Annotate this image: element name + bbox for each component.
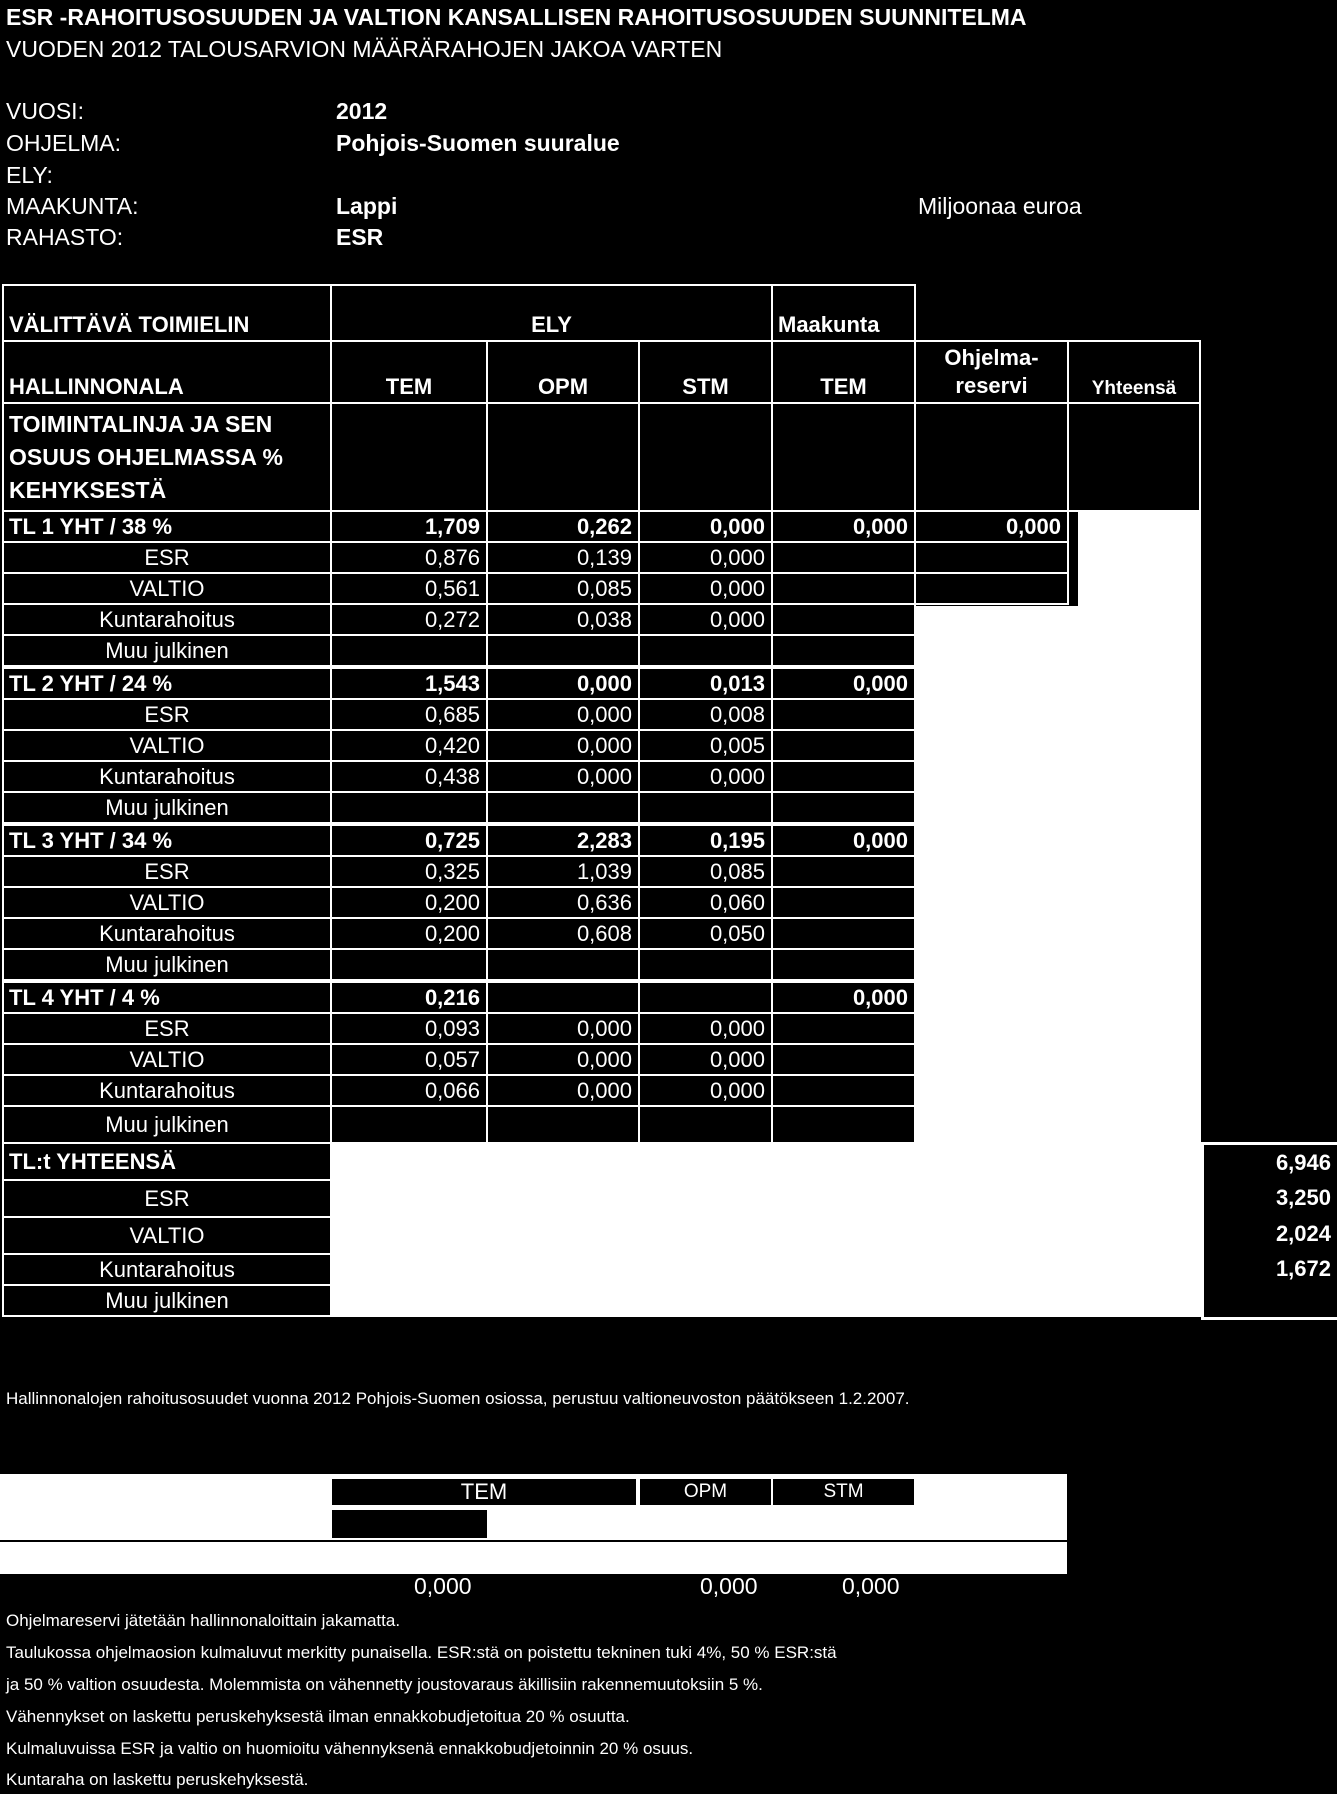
tl4-esr-opm: 0,000 xyxy=(486,1012,640,1045)
tl1-esr-tem: 0,876 xyxy=(330,541,488,574)
tl2-valtio-tem: 0,420 xyxy=(330,729,488,762)
empty-cell xyxy=(486,402,640,512)
header-region: Maakunta xyxy=(771,284,916,342)
empty-cell xyxy=(914,1043,1069,1076)
small-tem-header: TEM xyxy=(330,1477,638,1507)
tl2-muu-label: Muu julkinen xyxy=(2,791,332,824)
tl4-reserve: 0,000 xyxy=(914,981,1069,1014)
empty-cell xyxy=(771,791,916,824)
program-value: Pohjois-Suomen suuralue xyxy=(336,130,620,156)
tl4-esr-stm: 0,000 xyxy=(638,1012,773,1045)
empty-cell xyxy=(486,1105,640,1144)
tl3-muu-label: Muu julkinen xyxy=(2,948,332,981)
tl4-valtio-stm: 0,000 xyxy=(638,1043,773,1076)
empty-cell xyxy=(771,698,916,731)
program-label: OHJELMA: xyxy=(6,130,122,156)
empty-cell xyxy=(914,402,1069,512)
tl1-label: TL 1 YHT / 38 % xyxy=(2,510,332,543)
tl4-kunta-stm: 0,000 xyxy=(638,1074,773,1107)
empty-cell xyxy=(914,572,1069,605)
note-line-2: Taulukossa ohjelmaosion kulmaluvut merkitty punaisella. ESR:stä on poistettu tekninen tuki 4%, 50 % ESR:stä xyxy=(6,1643,837,1662)
empty-cell xyxy=(771,760,916,793)
tl2-stm: 0,013 xyxy=(638,667,773,700)
document-title: ESR -RAHOITUSOSUUDEN JA VALTION KANSALLISEN RAHOITUSOSUUDEN SUUNNITELMA xyxy=(6,4,1027,30)
empty-cell xyxy=(330,948,488,981)
tl1-opm: 0,262 xyxy=(486,510,640,543)
empty-cell xyxy=(638,948,773,981)
note-line-3: ja 50 % valtion osuudesta. Molemmista on vähennetty joustovaraus äkillisiin rakennemuutoksiin 5 %. xyxy=(6,1675,763,1694)
tl2-esr-tem: 0,685 xyxy=(330,698,488,731)
tl1-kunta-label: Kuntarahoitus xyxy=(2,603,332,636)
empty-cell xyxy=(771,886,916,919)
tl2-reserve: 0,000 xyxy=(914,667,1069,700)
header-ely: ELY xyxy=(330,284,773,342)
tl1-kunta-opm: 0,038 xyxy=(486,603,640,636)
tl3-esr-opm: 1,039 xyxy=(486,855,640,888)
tl1-reserve: 0,000 xyxy=(914,510,1069,543)
tl1-esr-opm: 0,139 xyxy=(486,541,640,574)
empty-cell xyxy=(771,917,916,950)
divider xyxy=(0,1574,1337,1576)
tl1-stm: 0,000 xyxy=(638,510,773,543)
tl3-esr-label: ESR xyxy=(2,855,332,888)
totals-esr-label: ESR xyxy=(2,1179,332,1218)
blank-area xyxy=(330,1144,1201,1317)
empty-cell xyxy=(486,981,640,1014)
note-line-4: Vähennykset on laskettu peruskehyksestä ilman ennakkobudjetoitua 20 % osuutta. xyxy=(6,1707,630,1726)
tl2-kunta-stm: 0,000 xyxy=(638,760,773,793)
empty-cell xyxy=(771,572,916,605)
empty-cell xyxy=(771,402,916,512)
empty-cell xyxy=(771,603,916,636)
tl3-reserve: 0,000 xyxy=(914,824,1069,857)
divider xyxy=(1067,1474,1069,1574)
empty-cell xyxy=(914,1012,1069,1045)
tl3-tem: 0,725 xyxy=(330,824,488,857)
small-black-cell xyxy=(332,1510,487,1538)
empty-cell xyxy=(771,948,916,981)
header-tem: TEM xyxy=(330,340,488,404)
tl1-kunta-tem: 0,272 xyxy=(330,603,488,636)
tl4-kunta-opm: 0,000 xyxy=(486,1074,640,1107)
header-opm: OPM xyxy=(486,340,640,404)
tl2-region-tem: 0,000 xyxy=(771,667,916,700)
tl3-esr-stm: 0,085 xyxy=(638,855,773,888)
tl3-valtio-opm: 0,636 xyxy=(486,886,640,919)
empty-cell xyxy=(330,634,488,667)
tl2-opm: 0,000 xyxy=(486,667,640,700)
tl2-kunta-tem: 0,438 xyxy=(330,760,488,793)
tl1-kunta-stm: 0,000 xyxy=(638,603,773,636)
tl3-region-tem: 0,000 xyxy=(771,824,916,857)
fund-value: ESR xyxy=(336,224,384,250)
tl3-opm: 2,283 xyxy=(486,824,640,857)
year-value: 2012 xyxy=(336,98,388,124)
tl3-kunta-label: Kuntarahoitus xyxy=(2,917,332,950)
totals-valtio-label: VALTIO xyxy=(2,1216,332,1255)
empty-cell xyxy=(771,1043,916,1076)
header-priority-axis: TOIMINTALINJA JA SEN OSUUS OHJELMASSA % KEHYKSESTÄ xyxy=(2,402,332,512)
totals-value: 6,946 xyxy=(1275,1150,1331,1175)
tl3-kunta-stm: 0,050 xyxy=(638,917,773,950)
tl3-esr-tem: 0,325 xyxy=(330,855,488,888)
tl1-region-tem: 0,000 xyxy=(771,510,916,543)
year-label: VUOSI: xyxy=(6,98,84,124)
header-tem-region: TEM xyxy=(771,340,916,404)
tl3-stm: 0,195 xyxy=(638,824,773,857)
tl1-muu-label: Muu julkinen xyxy=(2,634,332,667)
basis-note: Hallinnonalojen rahoitusosuudet vuonna 2012 Pohjois-Suomen osiossa, perustuu valtioneuvoston päätökseen 1.2.2007. xyxy=(6,1389,910,1408)
totals-valtio-value: 2,024 xyxy=(1275,1221,1331,1246)
tl1-valtio-opm: 0,085 xyxy=(486,572,640,605)
tl4-muu-label: Muu julkinen xyxy=(2,1105,332,1144)
header-program-reserve: Ohjelma- reservi xyxy=(914,340,1069,404)
small-opm-value: 0,000 xyxy=(700,1573,758,1599)
empty-cell xyxy=(914,541,1069,574)
divider xyxy=(0,1540,1069,1542)
empty-cell xyxy=(771,855,916,888)
note-line-5: Kulmaluvuissa ESR ja valtio on huomioitu vähennyksenä ennakkobudjetoinnin 20 % osuus. xyxy=(6,1739,694,1758)
tl1-esr-label: ESR xyxy=(2,541,332,574)
totals-kunta-value: 1,672 xyxy=(1275,1256,1331,1281)
tl4-kunta-tem: 0,066 xyxy=(330,1074,488,1107)
tl2-esr-stm: 0,008 xyxy=(638,698,773,731)
note-line-6: Kuntaraha on laskettu peruskehyksestä. xyxy=(6,1770,309,1789)
tl3-kunta-opm: 0,608 xyxy=(486,917,640,950)
tl2-kunta-label: Kuntarahoitus xyxy=(2,760,332,793)
tl2-esr-label: ESR xyxy=(2,698,332,731)
tl3-label: TL 3 YHT / 34 % xyxy=(2,824,332,857)
empty-cell xyxy=(330,1105,488,1144)
empty-cell xyxy=(486,634,640,667)
empty-cell xyxy=(638,402,773,512)
tl4-esr-label: ESR xyxy=(2,1012,332,1045)
empty-cell xyxy=(771,1012,916,1045)
empty-cell xyxy=(914,886,1069,919)
tl1-esr-stm: 0,000 xyxy=(638,541,773,574)
small-stm-value: 0,000 xyxy=(842,1573,900,1599)
small-tem-value: 0,000 xyxy=(414,1573,472,1599)
empty-cell xyxy=(771,541,916,574)
ely-label: ELY: xyxy=(6,162,53,188)
empty-cell xyxy=(486,948,640,981)
totals-esr-value: 3,250 xyxy=(1275,1185,1331,1210)
region-value: Lappi xyxy=(336,193,398,219)
empty-cell xyxy=(638,791,773,824)
empty-cell xyxy=(1067,402,1201,512)
tl4-region-tem: 0,000 xyxy=(771,981,916,1014)
empty-cell xyxy=(638,634,773,667)
tl1-valtio-tem: 0,561 xyxy=(330,572,488,605)
empty-cell xyxy=(330,791,488,824)
totals-muu-label: Muu julkinen xyxy=(2,1284,332,1317)
tl2-tem: 1,543 xyxy=(330,667,488,700)
tl3-valtio-label: VALTIO xyxy=(2,886,332,919)
totals-kunta-label: Kuntarahoitus xyxy=(2,1253,332,1286)
empty-cell xyxy=(771,1105,916,1144)
tl1-valtio-stm: 0,000 xyxy=(638,572,773,605)
tl1-tem: 1,709 xyxy=(330,510,488,543)
tl3-valtio-stm: 0,060 xyxy=(638,886,773,919)
empty-cell xyxy=(638,1105,773,1144)
tl3-valtio-tem: 0,200 xyxy=(330,886,488,919)
header-stm: STM xyxy=(638,340,773,404)
small-opm-header: OPM xyxy=(638,1477,773,1507)
blank-area xyxy=(916,1077,1201,1144)
tl4-tem: 0,216 xyxy=(330,981,488,1014)
small-stm-header: STM xyxy=(771,1477,916,1507)
tl2-valtio-opm: 0,000 xyxy=(486,729,640,762)
tl4-label: TL 4 YHT / 4 % xyxy=(2,981,332,1014)
totals-label: TL:t YHTEENSÄ xyxy=(2,1142,332,1181)
tl2-kunta-opm: 0,000 xyxy=(486,760,640,793)
tl2-valtio-label: VALTIO xyxy=(2,729,332,762)
empty-cell xyxy=(638,981,773,1014)
tl3-kunta-tem: 0,200 xyxy=(330,917,488,950)
empty-cell xyxy=(771,634,916,667)
tl2-label: TL 2 YHT / 24 % xyxy=(2,667,332,700)
header-administrative-branch: HALLINNONALA xyxy=(2,340,332,404)
fund-label: RAHASTO: xyxy=(6,224,124,250)
header-intermediary: VÄLITTÄVÄ TOIMIELIN xyxy=(2,284,332,342)
region-label: MAAKUNTA: xyxy=(6,193,139,219)
empty-cell xyxy=(914,729,1069,762)
tl4-valtio-opm: 0,000 xyxy=(486,1043,640,1076)
header-total: Yhteensä xyxy=(1067,340,1201,404)
note-line-1: Ohjelmareservi jätetään hallinnonaloittain jakamatta. xyxy=(6,1611,401,1630)
tl2-esr-opm: 0,000 xyxy=(486,698,640,731)
empty-cell xyxy=(914,698,1069,731)
tl4-valtio-tem: 0,057 xyxy=(330,1043,488,1076)
document-subtitle: VUODEN 2012 TALOUSARVION MÄÄRÄRAHOJEN JAKOA VARTEN xyxy=(6,36,723,62)
tl1-valtio-label: VALTIO xyxy=(2,572,332,605)
empty-cell xyxy=(486,791,640,824)
empty-cell xyxy=(771,1074,916,1107)
empty-cell xyxy=(914,855,1069,888)
empty-cell xyxy=(771,729,916,762)
tl2-valtio-stm: 0,005 xyxy=(638,729,773,762)
tl4-valtio-label: VALTIO xyxy=(2,1043,332,1076)
unit-label: Miljoonaa euroa xyxy=(918,193,1082,219)
empty-cell xyxy=(330,402,488,512)
tl4-esr-tem: 0,093 xyxy=(330,1012,488,1045)
tl4-kunta-label: Kuntarahoitus xyxy=(2,1074,332,1107)
